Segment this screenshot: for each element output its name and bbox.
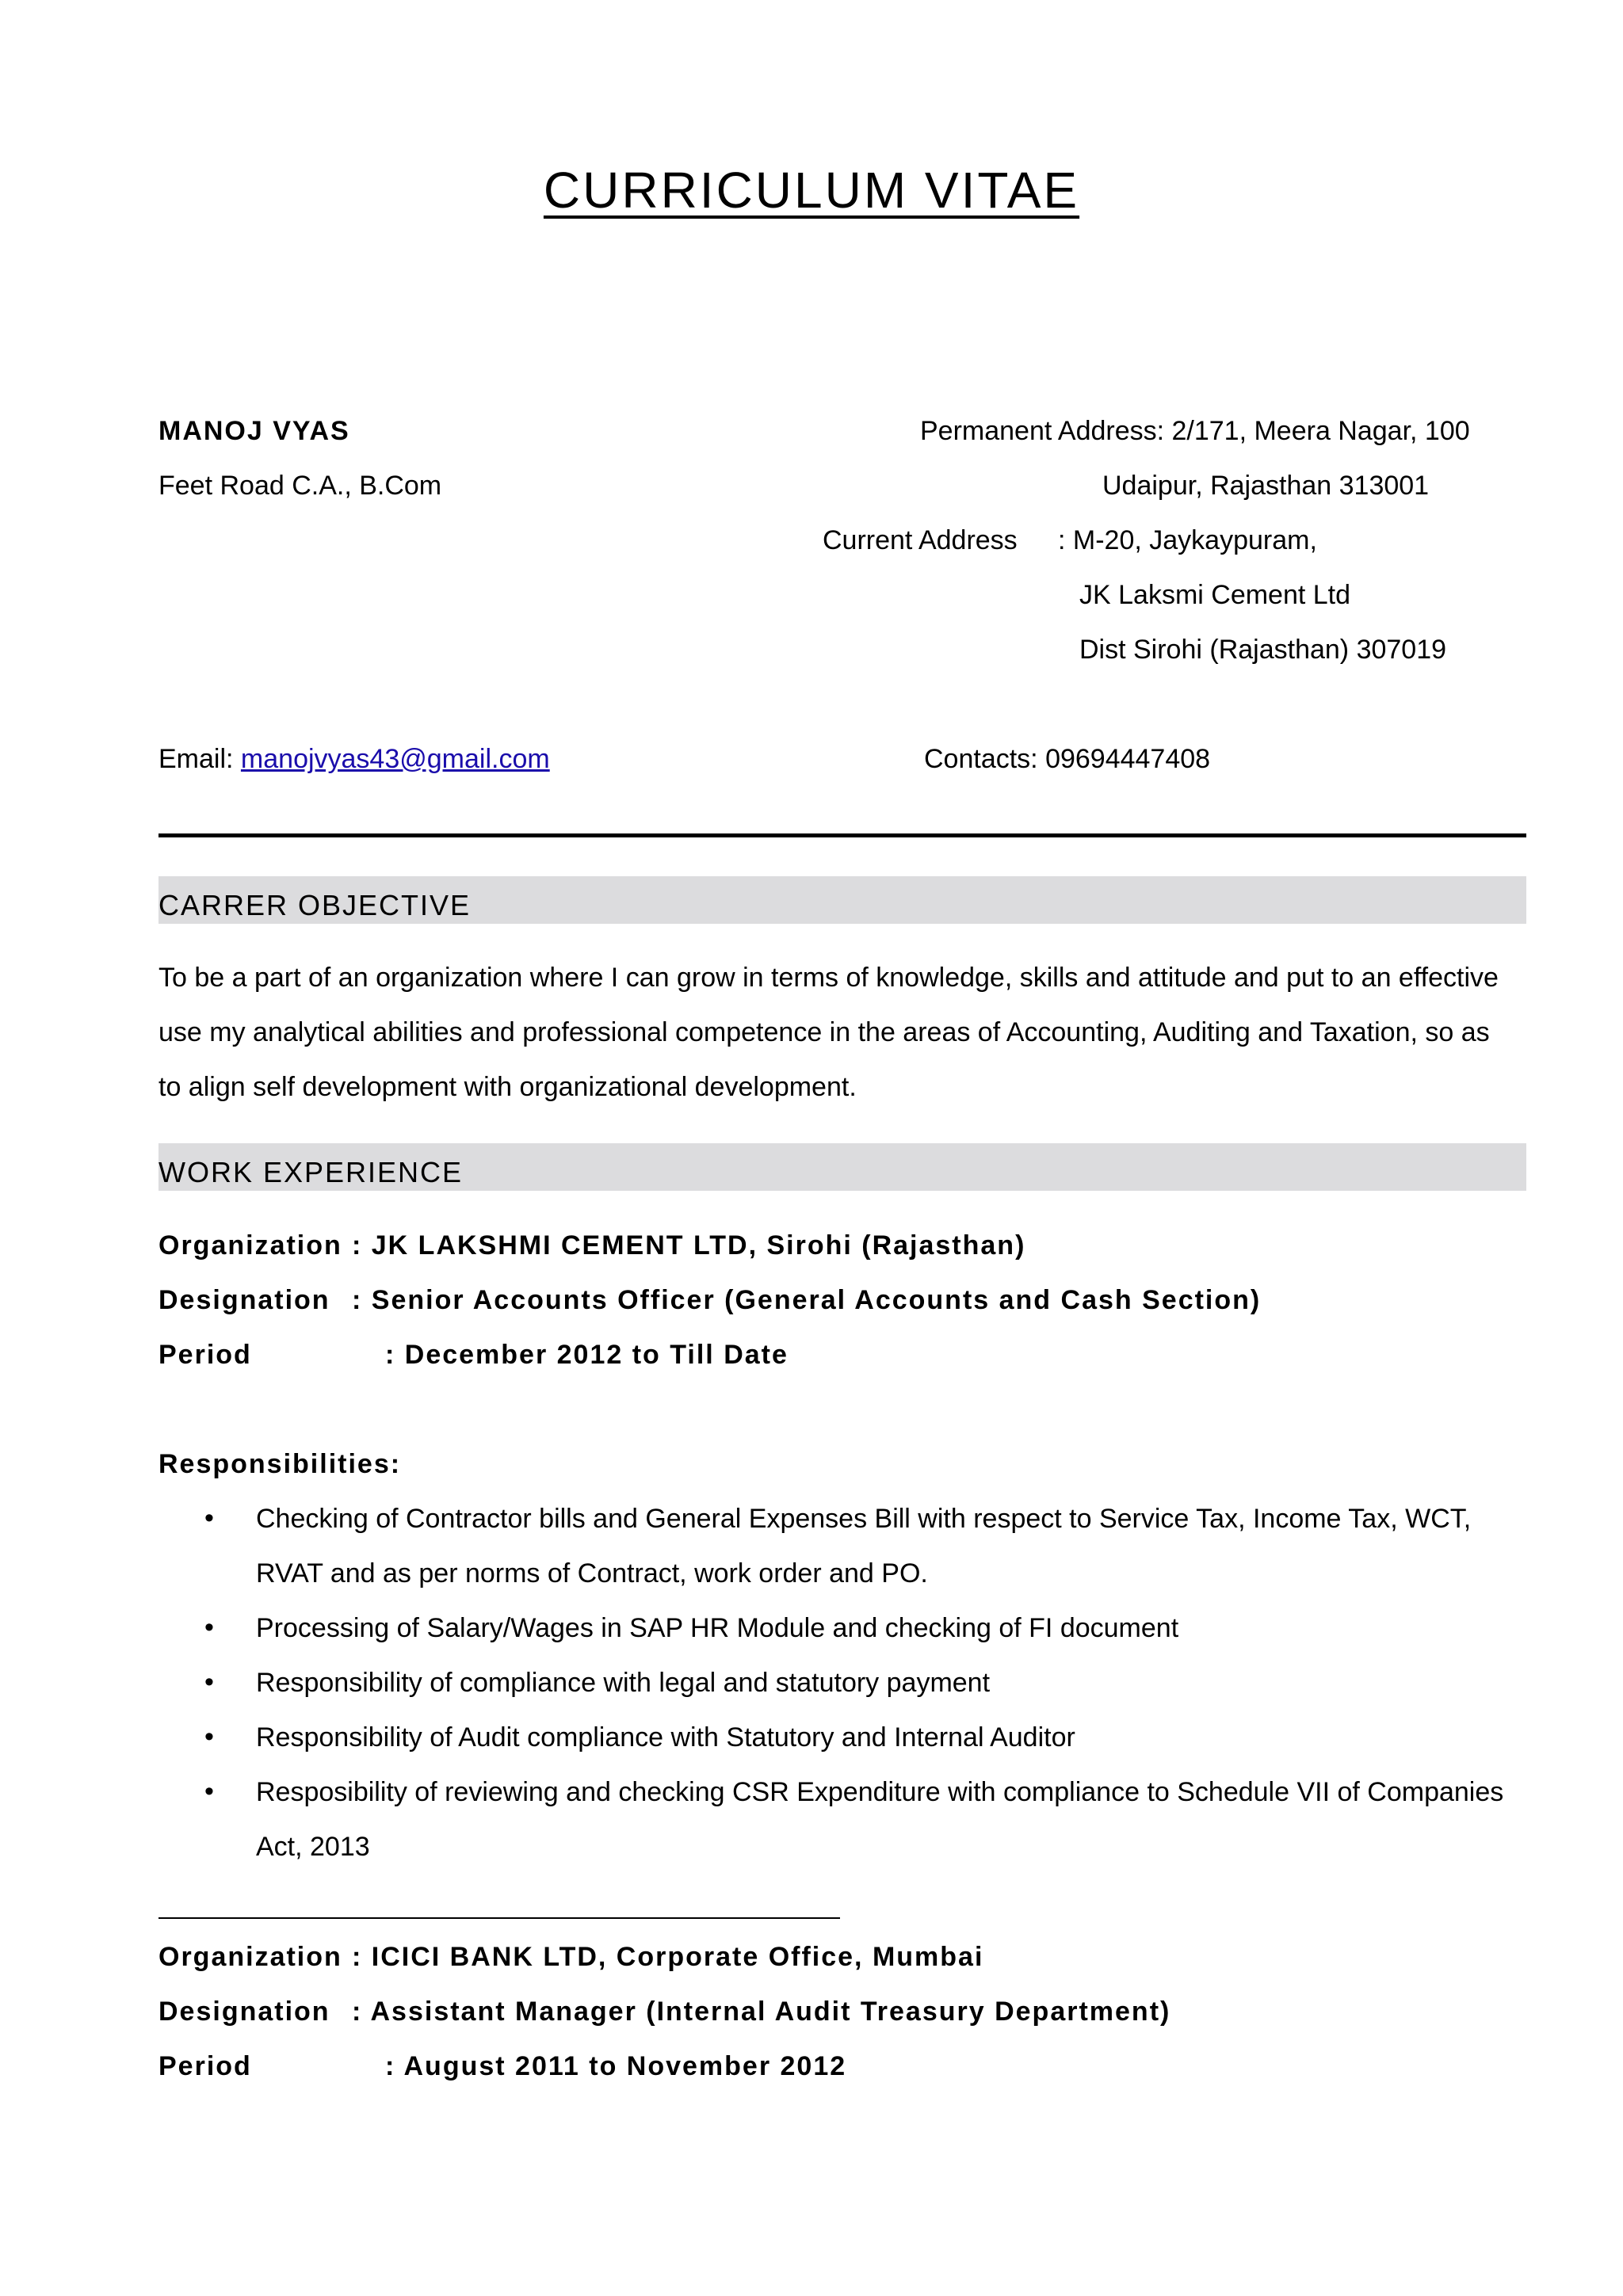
job2-period-value: : August 2011 to November 2012 [385, 2051, 847, 2081]
current-address-line1: : M-20, Jaykaypuram, [1058, 525, 1317, 555]
job1-org-value: : JK LAKSHMI CEMENT LTD, Sirohi (Rajasthan) [352, 1230, 1026, 1261]
job1-period-label: Period [158, 1340, 252, 1370]
job-separator [158, 1917, 840, 1919]
section-band-objective [158, 876, 1526, 924]
responsibility-item-cont: RVAT and as per norms of Contract, work order and PO. [256, 1558, 928, 1589]
current-address-line3: Dist Sirohi (Rajasthan) 307019 [1079, 635, 1447, 665]
responsibility-item: Responsibility of Audit compliance with Statutory and Internal Auditor [256, 1722, 1075, 1753]
job1-org-label: Organization [158, 1230, 342, 1261]
email-row [158, 743, 550, 775]
job2-desig-label: Designation [158, 1997, 330, 2027]
section-heading-objective: CARRER OBJECTIVE [158, 889, 472, 921]
responsibility-item: Processing of Salary/Wages in SAP HR Module and checking of FI document [256, 1613, 1179, 1643]
qualification: Feet Road C.A., B.Com [158, 471, 442, 501]
current-address-label: Current Address [823, 525, 1018, 555]
objective-line: To be a part of an organization where I can grow in terms of knowledge, skills and attitude and put to an effective [158, 963, 1499, 993]
candidate-name: MANOJ VYAS [158, 416, 350, 446]
bullet-icon: • [204, 1503, 214, 1533]
bullet-icon: • [204, 1722, 214, 1752]
job1-desig-label: Designation [158, 1285, 330, 1315]
permanent-address-line2: Udaipur, Rajasthan 313001 [1102, 471, 1430, 501]
section-band-work [158, 1143, 1526, 1191]
responsibility-item-cont: Act, 2013 [256, 1832, 370, 1862]
permanent-address-line1: Permanent Address: 2/171, Meera Nagar, 100 [920, 416, 1470, 446]
responsibility-item: Responsibility of compliance with legal and statutory payment [256, 1668, 991, 1698]
job1-period-value: : December 2012 to Till Date [385, 1340, 789, 1370]
header-divider [158, 833, 1526, 837]
job2-org-label: Organization [158, 1942, 342, 1972]
job2-org-value: : ICICI BANK LTD, Corporate Office, Mumbai [352, 1942, 984, 1972]
job1-desig-value: : Senior Accounts Officer (General Accounts and Cash Section) [352, 1285, 1262, 1315]
section-heading-work: WORK EXPERIENCE [158, 1156, 464, 1188]
job2-desig-value: : Assistant Manager (Internal Audit Treasury Department) [352, 1997, 1171, 2027]
responsibility-item: Checking of Contractor bills and General Expenses Bill with respect to Service Tax, Income Tax, WCT, [256, 1504, 1472, 1534]
contacts: Contacts: 09694447408 [924, 744, 1211, 774]
page-title: CURRICULUM VITAE [543, 162, 1080, 219]
objective-line: to align self development with organizational development. [158, 1072, 857, 1102]
objective-line: use my analytical abilities and professional competence in the areas of Accounting, Auditing and Taxation, so as [158, 1017, 1490, 1047]
bullet-icon: • [204, 1612, 214, 1642]
email-link[interactable]: manojvyas43@gmail.com [240, 744, 550, 774]
responsibilities-heading: Responsibilities: [158, 1449, 402, 1479]
job2-period-label: Period [158, 2051, 252, 2081]
current-address-line2: JK Laksmi Cement Ltd [1079, 580, 1351, 610]
bullet-icon: • [204, 1667, 214, 1697]
email-label: Email: [158, 744, 234, 774]
bullet-icon: • [204, 1776, 214, 1806]
responsibility-item: Resposibility of reviewing and checking CSR Expenditure with compliance to Schedule VII of Companies [256, 1777, 1504, 1807]
